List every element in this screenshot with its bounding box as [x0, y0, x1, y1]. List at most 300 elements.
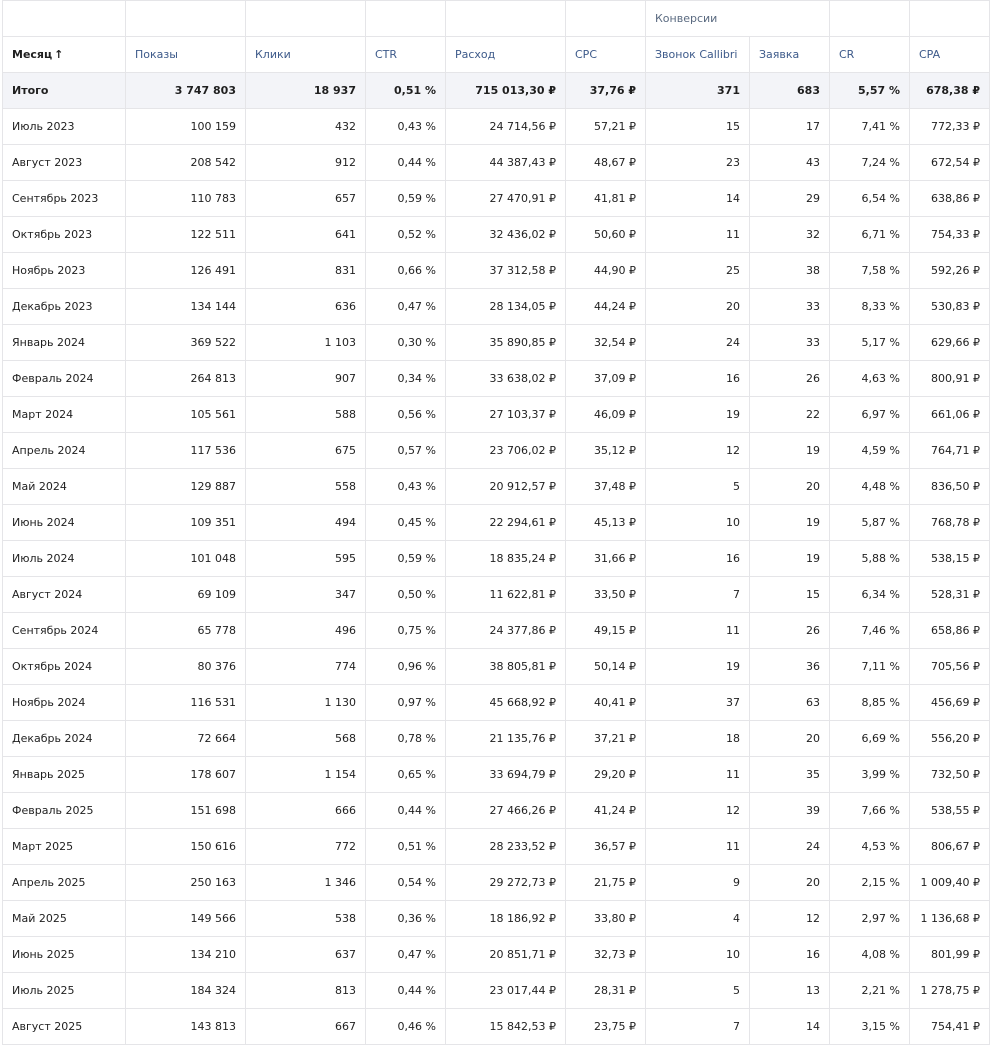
- cell-month: Май 2025: [3, 901, 126, 937]
- cell-ctr: 0,78 %: [366, 721, 446, 757]
- cell-month: Январь 2025: [3, 757, 126, 793]
- group-header-conversions: Конверсии: [646, 1, 830, 37]
- column-header-cpc[interactable]: CPC: [566, 37, 646, 73]
- cell-clicks: 641: [246, 217, 366, 253]
- total-spend: 715 013,30 ₽: [446, 73, 566, 109]
- cell-callibri-calls: 10: [646, 937, 750, 973]
- cell-cpa: 661,06 ₽: [910, 397, 990, 433]
- cell-cr: 6,69 %: [830, 721, 910, 757]
- cell-clicks: 637: [246, 937, 366, 973]
- table-row: [3, 613, 990, 649]
- cell-month: Февраль 2024: [3, 361, 126, 397]
- cell-cpc: 37,21 ₽: [566, 721, 646, 757]
- cell-spend: 38 805,81 ₽: [446, 649, 566, 685]
- cell-cpa: 801,99 ₽: [910, 937, 990, 973]
- cell-impressions: 126 491: [126, 253, 246, 289]
- cell-cpa: 1 278,75 ₽: [910, 973, 990, 1009]
- table-row: [3, 145, 990, 181]
- cell-callibri-calls: 11: [646, 217, 750, 253]
- cell-spend: 35 890,85 ₽: [446, 325, 566, 361]
- cell-cpc: 33,50 ₽: [566, 577, 646, 613]
- cell-cpc: 40,41 ₽: [566, 685, 646, 721]
- cell-month: Июль 2024: [3, 541, 126, 577]
- cell-spend: 29 272,73 ₽: [446, 865, 566, 901]
- cell-month: Март 2024: [3, 397, 126, 433]
- cell-clicks: 432: [246, 109, 366, 145]
- column-header-row: [3, 37, 990, 73]
- cell-ctr: 0,44 %: [366, 145, 446, 181]
- cell-impressions: 250 163: [126, 865, 246, 901]
- cell-spend: 33 638,02 ₽: [446, 361, 566, 397]
- cell-clicks: 831: [246, 253, 366, 289]
- cell-cpa: 672,54 ₽: [910, 145, 990, 181]
- cell-ctr: 0,54 %: [366, 865, 446, 901]
- cell-cpa: 530,83 ₽: [910, 289, 990, 325]
- cell-requests: 39: [750, 793, 830, 829]
- cell-impressions: 101 048: [126, 541, 246, 577]
- cell-requests: 20: [750, 469, 830, 505]
- cell-cr: 7,24 %: [830, 145, 910, 181]
- cell-requests: 19: [750, 505, 830, 541]
- table-row: [3, 793, 990, 829]
- cell-cpc: 31,66 ₽: [566, 541, 646, 577]
- cell-ctr: 0,96 %: [366, 649, 446, 685]
- cell-cpa: 592,26 ₽: [910, 253, 990, 289]
- report-table: [2, 0, 990, 1045]
- table-row: [3, 505, 990, 541]
- cell-cr: 6,97 %: [830, 397, 910, 433]
- group-header-empty: [910, 1, 990, 37]
- cell-spend: 21 135,76 ₽: [446, 721, 566, 757]
- cell-impressions: 134 210: [126, 937, 246, 973]
- cell-ctr: 0,34 %: [366, 361, 446, 397]
- cell-cr: 7,11 %: [830, 649, 910, 685]
- cell-month: Апрель 2024: [3, 433, 126, 469]
- cell-spend: 20 912,57 ₽: [446, 469, 566, 505]
- cell-requests: 29: [750, 181, 830, 217]
- cell-cpc: 33,80 ₽: [566, 901, 646, 937]
- cell-cpc: 21,75 ₽: [566, 865, 646, 901]
- cell-ctr: 0,59 %: [366, 541, 446, 577]
- cell-spend: 28 233,52 ₽: [446, 829, 566, 865]
- cell-ctr: 0,45 %: [366, 505, 446, 541]
- cell-requests: 20: [750, 721, 830, 757]
- cell-ctr: 0,44 %: [366, 973, 446, 1009]
- cell-month: Июнь 2024: [3, 505, 126, 541]
- cell-callibri-calls: 11: [646, 829, 750, 865]
- cell-cr: 4,48 %: [830, 469, 910, 505]
- cell-ctr: 0,50 %: [366, 577, 446, 613]
- cell-ctr: 0,52 %: [366, 217, 446, 253]
- cell-impressions: 151 698: [126, 793, 246, 829]
- cell-requests: 24: [750, 829, 830, 865]
- cell-cpa: 538,55 ₽: [910, 793, 990, 829]
- cell-cpa: 806,67 ₽: [910, 829, 990, 865]
- cell-clicks: 568: [246, 721, 366, 757]
- cell-requests: 17: [750, 109, 830, 145]
- cell-impressions: 100 159: [126, 109, 246, 145]
- cell-cr: 7,66 %: [830, 793, 910, 829]
- cell-cr: 5,87 %: [830, 505, 910, 541]
- cell-callibri-calls: 37: [646, 685, 750, 721]
- cell-clicks: 595: [246, 541, 366, 577]
- cell-cpc: 44,24 ₽: [566, 289, 646, 325]
- table-row: [3, 937, 990, 973]
- cell-impressions: 150 616: [126, 829, 246, 865]
- cell-callibri-calls: 18: [646, 721, 750, 757]
- cell-callibri-calls: 25: [646, 253, 750, 289]
- cell-cr: 3,99 %: [830, 757, 910, 793]
- cell-requests: 20: [750, 865, 830, 901]
- group-header-empty: [446, 1, 566, 37]
- cell-cr: 2,21 %: [830, 973, 910, 1009]
- cell-ctr: 0,47 %: [366, 289, 446, 325]
- cell-callibri-calls: 7: [646, 577, 750, 613]
- total-ctr: 0,51 %: [366, 73, 446, 109]
- group-header-empty: [566, 1, 646, 37]
- cell-callibri-calls: 15: [646, 109, 750, 145]
- table-row: [3, 397, 990, 433]
- cell-month: Июль 2025: [3, 973, 126, 1009]
- table-row: [3, 361, 990, 397]
- cell-cr: 2,15 %: [830, 865, 910, 901]
- cell-ctr: 0,47 %: [366, 937, 446, 973]
- cell-month: Июнь 2025: [3, 937, 126, 973]
- cell-cpa: 772,33 ₽: [910, 109, 990, 145]
- cell-clicks: 813: [246, 973, 366, 1009]
- table-row: [3, 217, 990, 253]
- cell-cpc: 35,12 ₽: [566, 433, 646, 469]
- cell-callibri-calls: 9: [646, 865, 750, 901]
- cell-clicks: 675: [246, 433, 366, 469]
- cell-requests: 32: [750, 217, 830, 253]
- cell-cr: 8,85 %: [830, 685, 910, 721]
- cell-requests: 19: [750, 433, 830, 469]
- cell-cpc: 45,13 ₽: [566, 505, 646, 541]
- cell-callibri-calls: 11: [646, 613, 750, 649]
- cell-clicks: 657: [246, 181, 366, 217]
- cell-requests: 12: [750, 901, 830, 937]
- table-row: [3, 109, 990, 145]
- cell-cpc: 37,48 ₽: [566, 469, 646, 505]
- cell-spend: 33 694,79 ₽: [446, 757, 566, 793]
- total-cpa: 678,38 ₽: [910, 73, 990, 109]
- cell-cr: 6,54 %: [830, 181, 910, 217]
- cell-impressions: 143 813: [126, 1009, 246, 1045]
- column-header-ctr[interactable]: CTR: [366, 37, 446, 73]
- cell-month: Ноябрь 2024: [3, 685, 126, 721]
- cell-impressions: 129 887: [126, 469, 246, 505]
- cell-cpa: 754,33 ₽: [910, 217, 990, 253]
- cell-spend: 11 622,81 ₽: [446, 577, 566, 613]
- cell-callibri-calls: 4: [646, 901, 750, 937]
- cell-cr: 5,17 %: [830, 325, 910, 361]
- cell-spend: 44 387,43 ₽: [446, 145, 566, 181]
- cell-callibri-calls: 20: [646, 289, 750, 325]
- cell-cr: 5,88 %: [830, 541, 910, 577]
- cell-ctr: 0,43 %: [366, 469, 446, 505]
- table-row: [3, 577, 990, 613]
- cell-requests: 63: [750, 685, 830, 721]
- table-row: [3, 901, 990, 937]
- table-row: [3, 469, 990, 505]
- cell-cpa: 638,86 ₽: [910, 181, 990, 217]
- cell-month: Январь 2024: [3, 325, 126, 361]
- cell-impressions: 178 607: [126, 757, 246, 793]
- cell-cr: 4,53 %: [830, 829, 910, 865]
- cell-clicks: 907: [246, 361, 366, 397]
- cell-month: Сентябрь 2023: [3, 181, 126, 217]
- cell-cpc: 36,57 ₽: [566, 829, 646, 865]
- cell-cpa: 1 136,68 ₽: [910, 901, 990, 937]
- table-row: [3, 973, 990, 1009]
- cell-clicks: 538: [246, 901, 366, 937]
- cell-ctr: 0,51 %: [366, 829, 446, 865]
- cell-impressions: 65 778: [126, 613, 246, 649]
- cell-cr: 7,46 %: [830, 613, 910, 649]
- cell-cpa: 754,41 ₽: [910, 1009, 990, 1045]
- column-header-cr[interactable]: CR: [830, 37, 910, 73]
- table-row: [3, 1009, 990, 1045]
- cell-cpc: 46,09 ₽: [566, 397, 646, 433]
- cell-cr: 8,33 %: [830, 289, 910, 325]
- group-header-row: [3, 1, 990, 37]
- cell-requests: 13: [750, 973, 830, 1009]
- cell-cpa: 456,69 ₽: [910, 685, 990, 721]
- cell-cr: 6,34 %: [830, 577, 910, 613]
- cell-spend: 15 842,53 ₽: [446, 1009, 566, 1045]
- cell-cr: 6,71 %: [830, 217, 910, 253]
- cell-clicks: 347: [246, 577, 366, 613]
- cell-cpa: 836,50 ₽: [910, 469, 990, 505]
- cell-requests: 14: [750, 1009, 830, 1045]
- cell-cpa: 732,50 ₽: [910, 757, 990, 793]
- cell-cpa: 658,86 ₽: [910, 613, 990, 649]
- cell-clicks: 772: [246, 829, 366, 865]
- cell-impressions: 134 144: [126, 289, 246, 325]
- cell-cpc: 57,21 ₽: [566, 109, 646, 145]
- cell-cpc: 48,67 ₽: [566, 145, 646, 181]
- cell-callibri-calls: 7: [646, 1009, 750, 1045]
- cell-ctr: 0,75 %: [366, 613, 446, 649]
- cell-clicks: 666: [246, 793, 366, 829]
- cell-clicks: 496: [246, 613, 366, 649]
- group-header-empty: [830, 1, 910, 37]
- cell-callibri-calls: 24: [646, 325, 750, 361]
- cell-requests: 35: [750, 757, 830, 793]
- cell-cr: 7,41 %: [830, 109, 910, 145]
- total-callibri-calls: 371: [646, 73, 750, 109]
- cell-month: Май 2024: [3, 469, 126, 505]
- cell-cpc: 37,09 ₽: [566, 361, 646, 397]
- column-header-clicks[interactable]: Клики: [246, 37, 366, 73]
- cell-cpa: 1 009,40 ₽: [910, 865, 990, 901]
- cell-month: Октябрь 2023: [3, 217, 126, 253]
- cell-callibri-calls: 14: [646, 181, 750, 217]
- cell-callibri-calls: 23: [646, 145, 750, 181]
- cell-impressions: 116 531: [126, 685, 246, 721]
- cell-clicks: 558: [246, 469, 366, 505]
- cell-ctr: 0,56 %: [366, 397, 446, 433]
- cell-callibri-calls: 12: [646, 793, 750, 829]
- cell-month: Август 2025: [3, 1009, 126, 1045]
- cell-month: Февраль 2025: [3, 793, 126, 829]
- cell-spend: 32 436,02 ₽: [446, 217, 566, 253]
- cell-cpc: 50,60 ₽: [566, 217, 646, 253]
- cell-ctr: 0,46 %: [366, 1009, 446, 1045]
- column-header-label: Месяц: [12, 48, 53, 61]
- cell-spend: 23 706,02 ₽: [446, 433, 566, 469]
- column-header-request[interactable]: Заявка: [750, 37, 830, 73]
- sort-arrow-icon: ↑: [54, 48, 64, 61]
- cell-clicks: 774: [246, 649, 366, 685]
- table-row: [3, 541, 990, 577]
- cell-requests: 26: [750, 361, 830, 397]
- column-header-callibri-call[interactable]: Звонок Callibri: [646, 37, 750, 73]
- table-row: [3, 325, 990, 361]
- table-row: [3, 721, 990, 757]
- cell-requests: 16: [750, 937, 830, 973]
- cell-spend: 24 714,56 ₽: [446, 109, 566, 145]
- cell-month: Декабрь 2024: [3, 721, 126, 757]
- cell-cpc: 28,31 ₽: [566, 973, 646, 1009]
- cell-requests: 26: [750, 613, 830, 649]
- cell-clicks: 912: [246, 145, 366, 181]
- cell-cpc: 49,15 ₽: [566, 613, 646, 649]
- cell-spend: 18 186,92 ₽: [446, 901, 566, 937]
- cell-cpa: 768,78 ₽: [910, 505, 990, 541]
- cell-ctr: 0,57 %: [366, 433, 446, 469]
- cell-month: Ноябрь 2023: [3, 253, 126, 289]
- cell-callibri-calls: 10: [646, 505, 750, 541]
- cell-cpc: 32,54 ₽: [566, 325, 646, 361]
- cell-spend: 28 134,05 ₽: [446, 289, 566, 325]
- cell-clicks: 1 154: [246, 757, 366, 793]
- cell-ctr: 0,66 %: [366, 253, 446, 289]
- cell-requests: 22: [750, 397, 830, 433]
- group-header-empty: [246, 1, 366, 37]
- column-header-impressions[interactable]: Показы: [126, 37, 246, 73]
- cell-cr: 7,58 %: [830, 253, 910, 289]
- cell-requests: 15: [750, 577, 830, 613]
- cell-month: Сентябрь 2024: [3, 613, 126, 649]
- total-requests: 683: [750, 73, 830, 109]
- cell-month: Август 2023: [3, 145, 126, 181]
- cell-ctr: 0,30 %: [366, 325, 446, 361]
- cell-cpa: 528,31 ₽: [910, 577, 990, 613]
- cell-callibri-calls: 19: [646, 397, 750, 433]
- column-header-cpa[interactable]: CPA: [910, 37, 990, 73]
- cell-impressions: 117 536: [126, 433, 246, 469]
- table-row: [3, 289, 990, 325]
- cell-impressions: 105 561: [126, 397, 246, 433]
- cell-cr: 3,15 %: [830, 1009, 910, 1045]
- cell-cpa: 800,91 ₽: [910, 361, 990, 397]
- cell-impressions: 208 542: [126, 145, 246, 181]
- cell-callibri-calls: 5: [646, 973, 750, 1009]
- cell-month: Август 2024: [3, 577, 126, 613]
- cell-month: Декабрь 2023: [3, 289, 126, 325]
- cell-spend: 27 103,37 ₽: [446, 397, 566, 433]
- table-row: [3, 829, 990, 865]
- cell-spend: 22 294,61 ₽: [446, 505, 566, 541]
- cell-month: Март 2025: [3, 829, 126, 865]
- total-impressions: 3 747 803: [126, 73, 246, 109]
- cell-ctr: 0,44 %: [366, 793, 446, 829]
- cell-month: Апрель 2025: [3, 865, 126, 901]
- group-header-empty: [126, 1, 246, 37]
- cell-callibri-calls: 16: [646, 361, 750, 397]
- cell-cr: 4,08 %: [830, 937, 910, 973]
- table-row: [3, 649, 990, 685]
- cell-callibri-calls: 19: [646, 649, 750, 685]
- cell-spend: 27 470,91 ₽: [446, 181, 566, 217]
- cell-impressions: 110 783: [126, 181, 246, 217]
- cell-cr: 4,63 %: [830, 361, 910, 397]
- cell-clicks: 588: [246, 397, 366, 433]
- cell-impressions: 184 324: [126, 973, 246, 1009]
- table-row: [3, 253, 990, 289]
- column-header-spend[interactable]: Расход: [446, 37, 566, 73]
- cell-cpc: 29,20 ₽: [566, 757, 646, 793]
- cell-callibri-calls: 5: [646, 469, 750, 505]
- cell-spend: 24 377,86 ₽: [446, 613, 566, 649]
- cell-ctr: 0,59 %: [366, 181, 446, 217]
- cell-requests: 38: [750, 253, 830, 289]
- cell-clicks: 636: [246, 289, 366, 325]
- cell-month: Октябрь 2024: [3, 649, 126, 685]
- cell-requests: 43: [750, 145, 830, 181]
- cell-ctr: 0,65 %: [366, 757, 446, 793]
- cell-clicks: 1 130: [246, 685, 366, 721]
- cell-ctr: 0,43 %: [366, 109, 446, 145]
- cell-impressions: 264 813: [126, 361, 246, 397]
- cell-cpc: 41,24 ₽: [566, 793, 646, 829]
- cell-clicks: 1 103: [246, 325, 366, 361]
- cell-spend: 45 668,92 ₽: [446, 685, 566, 721]
- total-clicks: 18 937: [246, 73, 366, 109]
- cell-month: Июль 2023: [3, 109, 126, 145]
- total-cpc: 37,76 ₽: [566, 73, 646, 109]
- cell-spend: 18 835,24 ₽: [446, 541, 566, 577]
- cell-cpa: 538,15 ₽: [910, 541, 990, 577]
- table-row: [3, 685, 990, 721]
- group-header-empty: [3, 1, 126, 37]
- total-label: Итого: [3, 73, 126, 109]
- cell-cpa: 629,66 ₽: [910, 325, 990, 361]
- cell-impressions: 109 351: [126, 505, 246, 541]
- cell-cpc: 44,90 ₽: [566, 253, 646, 289]
- cell-spend: 27 466,26 ₽: [446, 793, 566, 829]
- cell-cpa: 556,20 ₽: [910, 721, 990, 757]
- total-row: [3, 73, 990, 109]
- cell-impressions: 69 109: [126, 577, 246, 613]
- cell-spend: 37 312,58 ₽: [446, 253, 566, 289]
- cell-requests: 33: [750, 325, 830, 361]
- cell-impressions: 369 522: [126, 325, 246, 361]
- table-row: [3, 181, 990, 217]
- cell-callibri-calls: 11: [646, 757, 750, 793]
- table-row: [3, 433, 990, 469]
- table-row: [3, 865, 990, 901]
- cell-cr: 2,97 %: [830, 901, 910, 937]
- cell-impressions: 149 566: [126, 901, 246, 937]
- cell-clicks: 494: [246, 505, 366, 541]
- cell-spend: 20 851,71 ₽: [446, 937, 566, 973]
- column-header-month[interactable]: [3, 37, 126, 73]
- cell-cpc: 32,73 ₽: [566, 937, 646, 973]
- cell-impressions: 80 376: [126, 649, 246, 685]
